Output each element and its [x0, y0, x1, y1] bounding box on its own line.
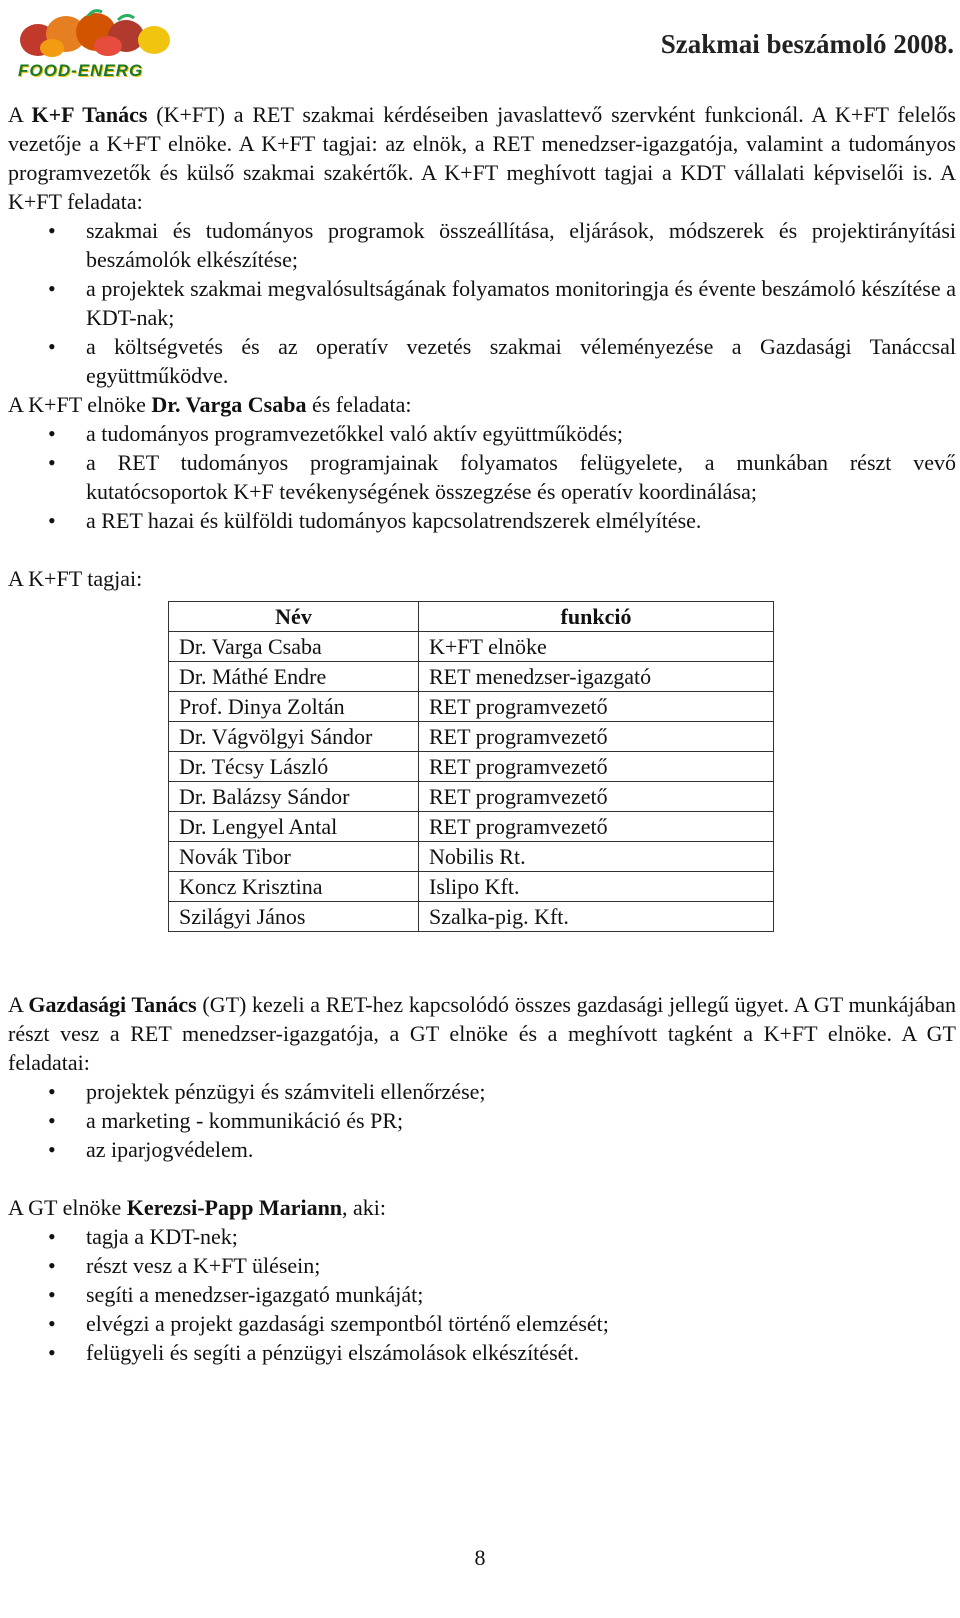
text-run: A: [8, 992, 29, 1017]
spacer: [8, 535, 956, 564]
gt-chair-task-list: [8, 1222, 956, 1367]
logo-text: FOOD-ENERG: [18, 61, 144, 80]
kft-chair-task-list: [8, 419, 956, 535]
member-name: Dr. Técsy László: [169, 752, 419, 782]
member-function: Islipo Kft.: [419, 872, 774, 902]
document-body: [8, 100, 956, 1367]
list-item: • a költségvetés és az operatív vezetés szakmai véleményezése a Gazdasági Tanáccsal együttműködve.: [8, 332, 956, 390]
gt-council-term: Gazdasági Tanács: [28, 992, 197, 1017]
list-item: • részt vesz a K+FT ülésein;: [8, 1251, 956, 1280]
table-row: [169, 662, 774, 692]
table-row: [169, 632, 774, 662]
food-energ-logo: [8, 6, 188, 80]
member-name: Novák Tibor: [169, 842, 419, 872]
list-item: • a projektek szakmai megvalósultságának folyamatos monitoringja és évente beszámoló készítése a KDT-nak;: [8, 274, 956, 332]
member-name: Dr. Vágvölgyi Sándor: [169, 722, 419, 752]
list-item: • felügyeli és segíti a pénzügyi elszámolások elkészítését.: [8, 1338, 956, 1367]
text-run: , aki:: [342, 1195, 387, 1220]
table-row: [169, 752, 774, 782]
members-table: [168, 601, 774, 932]
table-header-row: [169, 602, 774, 632]
list-item: • a tudományos programvezetőkkel való aktív együttműködés;: [8, 419, 956, 448]
kft-task-list: [8, 216, 956, 390]
spacer: [8, 961, 956, 990]
member-name: Koncz Krisztina: [169, 872, 419, 902]
table-row: [169, 812, 774, 842]
text-run: és feladata:: [306, 392, 412, 417]
gt-task-list: [8, 1077, 956, 1164]
spacer: [8, 932, 956, 961]
table-row: [169, 692, 774, 722]
list-item: • segíti a menedzser-igazgató munkáját;: [8, 1280, 956, 1309]
member-function: RET programvezető: [419, 752, 774, 782]
member-function: RET programvezető: [419, 812, 774, 842]
member-name: Szilágyi János: [169, 902, 419, 932]
kft-council-term: K+F Tanács: [31, 102, 148, 127]
member-function: RET programvezető: [419, 782, 774, 812]
column-header-name: Név: [169, 602, 419, 632]
header-title: Szakmai beszámoló 2008.: [660, 29, 954, 59]
table-row: [169, 782, 774, 812]
member-function: Nobilis Rt.: [419, 842, 774, 872]
gt-chair-paragraph: [8, 1193, 956, 1222]
list-item: • az iparjogvédelem.: [8, 1135, 956, 1164]
member-name: Prof. Dinya Zoltán: [169, 692, 419, 722]
table-row: [169, 722, 774, 752]
member-function: RET programvezető: [419, 722, 774, 752]
text-run: (GT) kezeli a RET-hez kapcsolódó összes gazdasági jellegű ügyet. A GT munkájában részt vesz a RET menedzser-igazgatója, a GT elnöke és a meghívott tagként a K+FT elnöke. A GT feladatai:: [8, 992, 956, 1075]
text-run: A K+FT elnöke: [8, 392, 152, 417]
member-name: Dr. Varga Csaba: [169, 632, 419, 662]
page-header: [0, 0, 960, 95]
members-label: A K+FT tagjai:: [8, 566, 143, 591]
kft-chair-paragraph: [8, 390, 956, 419]
table-row: [169, 872, 774, 902]
gt-intro-paragraph: [8, 990, 956, 1077]
list-item: • a RET tudományos programjainak folyamatos felügyelete, a munkában részt vevő kutatócsoportok K+F tevékenységének összegzése és operatív koordinálása;: [8, 448, 956, 506]
gt-chair-name: Kerezsi-Papp Mariann: [126, 1195, 343, 1220]
member-function: Szalka-pig. Kft.: [419, 902, 774, 932]
member-name: Dr. Lengyel Antal: [169, 812, 419, 842]
member-function: RET menedzser-igazgató: [419, 662, 774, 692]
text-run: (K+FT) a RET szakmai kérdéseiben javaslattevő szervként funkcionál. A K+FT felelős vezetője a K+FT elnöke. A K+FT tagjai: az elnök, a RET menedzser-igazgatója, valamint a tudományos programvezetők és külső szakmai szakértők. A K+FT meghívott tagjai a KDT vállalati képviselői is. A K+FT feladata:: [8, 102, 956, 214]
list-item: • a RET hazai és külföldi tudományos kapcsolatrendszerek elmélyítése.: [8, 506, 956, 535]
table-row: [169, 902, 774, 932]
member-function: K+FT elnöke: [419, 632, 774, 662]
member-name: Dr. Balázsy Sándor: [169, 782, 419, 812]
list-item: • a marketing - kommunikáció és PR;: [8, 1106, 956, 1135]
spacer: [8, 1164, 956, 1193]
kft-intro-paragraph: [8, 100, 956, 216]
kft-chair-name: Dr. Varga Csaba: [151, 392, 307, 417]
list-item: • tagja a KDT-nek;: [8, 1222, 956, 1251]
list-item: • elvégzi a projekt gazdasági szempontból történő elemzését;: [8, 1309, 956, 1338]
member-function: RET programvezető: [419, 692, 774, 722]
column-header-function: funkció: [419, 602, 774, 632]
page-number: 8: [474, 1545, 486, 1570]
table-row: [169, 842, 774, 872]
list-item: • szakmai és tudományos programok összeállítása, eljárások, módszerek és projektirányítási beszámolók elkészítése;: [8, 216, 956, 274]
list-item: • projektek pénzügyi és számviteli ellenőrzése;: [8, 1077, 956, 1106]
member-name: Dr. Máthé Endre: [169, 662, 419, 692]
text-run: A GT elnöke: [8, 1195, 127, 1220]
text-run: A: [8, 102, 32, 127]
